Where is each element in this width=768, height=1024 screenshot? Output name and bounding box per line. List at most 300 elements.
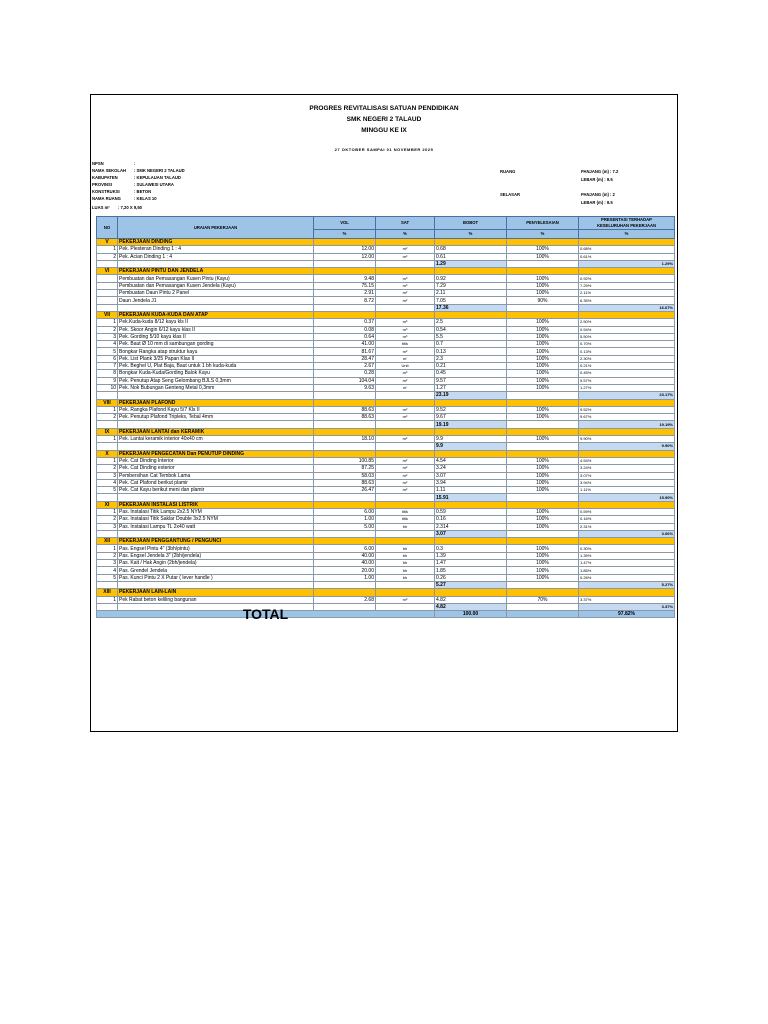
item-weight: 3.24 bbox=[435, 465, 507, 472]
item-volume: 6.00 bbox=[314, 508, 376, 515]
subtotal-empty bbox=[97, 581, 118, 588]
section-number: X bbox=[97, 450, 118, 457]
section-number: VI bbox=[97, 268, 118, 275]
item-overall-percent: 3.07% bbox=[579, 472, 675, 479]
progress-table bbox=[96, 216, 675, 623]
item-number: 1 bbox=[97, 508, 118, 515]
section-empty-cell bbox=[507, 428, 579, 435]
item-weight: 1.39 bbox=[435, 552, 507, 559]
subtotal-empty bbox=[314, 304, 376, 311]
item-overall-percent: 0.21% bbox=[579, 363, 675, 370]
item-weight: 0.21 bbox=[435, 363, 507, 370]
subtotal-row bbox=[97, 421, 675, 428]
item-unit: m² bbox=[376, 487, 435, 494]
item-volume: 8.72 bbox=[314, 297, 376, 304]
item-volume: 1.00 bbox=[314, 516, 376, 523]
subtotal-empty bbox=[376, 260, 435, 267]
subtotal-empty bbox=[507, 421, 579, 428]
item-number: 4 bbox=[97, 479, 118, 486]
item-completion: 100% bbox=[507, 436, 579, 443]
subtotal-empty bbox=[314, 603, 376, 610]
item-volume: 28.47 bbox=[314, 355, 376, 362]
item-overall-percent: 0.45% bbox=[579, 370, 675, 377]
item-name: Pek. Cat Dinding Interior bbox=[118, 457, 314, 464]
item-name: Pembersihan Cat Tembok Lama bbox=[118, 472, 314, 479]
item-number: 3 bbox=[97, 523, 118, 530]
item-completion: 100% bbox=[507, 253, 579, 260]
section-empty-cell bbox=[507, 268, 579, 275]
item-unit: bh bbox=[376, 567, 435, 574]
item-completion: 100% bbox=[507, 457, 579, 464]
item-volume: 20.00 bbox=[314, 567, 376, 574]
table-row bbox=[97, 370, 675, 377]
section-number: VII bbox=[97, 311, 118, 318]
section-empty-cell bbox=[507, 538, 579, 545]
section-title: PEKERJAAN LANTAI dan KERAMIK bbox=[118, 428, 314, 435]
item-number: 3 bbox=[97, 560, 118, 567]
subtotal-weight: 15.91 bbox=[435, 494, 507, 501]
section-empty-cell bbox=[579, 268, 675, 275]
item-weight: 0.13 bbox=[435, 348, 507, 355]
table-row bbox=[97, 326, 675, 333]
col-vol: VOL bbox=[314, 217, 376, 230]
subtotal-percent: 1.29% bbox=[579, 260, 675, 267]
item-completion: 100% bbox=[507, 363, 579, 370]
section-number: VIII bbox=[97, 399, 118, 406]
item-completion: 100% bbox=[507, 370, 579, 377]
table-row bbox=[97, 282, 675, 289]
subtotal-empty bbox=[376, 443, 435, 450]
subtotal-empty bbox=[376, 494, 435, 501]
item-number: 1 bbox=[97, 246, 118, 253]
item-volume: 0.08 bbox=[314, 326, 376, 333]
table-row bbox=[97, 246, 675, 253]
item-weight: 1.11 bbox=[435, 487, 507, 494]
subtotal-percent: 16.67% bbox=[579, 304, 675, 311]
table-row bbox=[97, 457, 675, 464]
item-weight: 3.94 bbox=[435, 479, 507, 486]
subtotal-percent: 19.19% bbox=[579, 421, 675, 428]
date-range: 27 OKTOBER SAMPAI 01 NOVEMBER 2025 bbox=[334, 147, 434, 152]
item-number: 1 bbox=[97, 545, 118, 552]
subtotal-empty bbox=[376, 530, 435, 537]
item-unit: bh bbox=[376, 552, 435, 559]
item-weight: 0.7 bbox=[435, 341, 507, 348]
subtotal-percent: 5.27% bbox=[579, 581, 675, 588]
section-header-row bbox=[97, 311, 675, 318]
item-number: 6 bbox=[97, 355, 118, 362]
section-empty-cell bbox=[314, 239, 376, 246]
item-name: Pek. Gording 5/10 kayu klas II bbox=[118, 333, 314, 340]
item-unit: bh bbox=[376, 560, 435, 567]
school-title: SMK NEGERI 2 TALAUD bbox=[346, 116, 422, 123]
item-unit: titik bbox=[376, 508, 435, 515]
item-number: 2 bbox=[97, 253, 118, 260]
subtotal-empty bbox=[376, 421, 435, 428]
section-empty-cell bbox=[435, 450, 507, 457]
section-empty-cell bbox=[579, 450, 675, 457]
subtotal-row bbox=[97, 392, 675, 399]
table-row bbox=[97, 574, 675, 581]
item-name: Daun Jendela J1 bbox=[118, 297, 314, 304]
subtotal-row bbox=[97, 530, 675, 537]
item-completion: 100% bbox=[507, 479, 579, 486]
subtotal-percent: 3.37% bbox=[579, 603, 675, 610]
item-name: Pas. Instalasi Lampu TL 2x40 watt bbox=[118, 523, 314, 530]
item-unit: m² bbox=[376, 290, 435, 297]
subtotal-empty bbox=[507, 304, 579, 311]
table-row bbox=[97, 479, 675, 486]
section-empty-cell bbox=[376, 268, 435, 275]
total-empty bbox=[507, 611, 579, 618]
section-empty-cell bbox=[435, 399, 507, 406]
item-unit: m² bbox=[376, 436, 435, 443]
subtotal-empty bbox=[507, 530, 579, 537]
subtotal-empty bbox=[97, 494, 118, 501]
item-overall-percent: 1.27% bbox=[579, 384, 675, 391]
item-completion: 100% bbox=[507, 516, 579, 523]
subtotal-empty bbox=[97, 443, 118, 450]
section-empty-cell bbox=[579, 399, 675, 406]
subtotal-empty bbox=[314, 421, 376, 428]
table-row bbox=[97, 333, 675, 340]
subtotal-empty bbox=[118, 392, 314, 399]
item-unit: m' bbox=[376, 355, 435, 362]
item-name: Bongkar Rangka atap struktur kayu bbox=[118, 348, 314, 355]
item-completion: 100% bbox=[507, 319, 579, 326]
item-overall-percent: 4.54% bbox=[579, 457, 675, 464]
item-overall-percent: 2.11% bbox=[579, 290, 675, 297]
section-number: IX bbox=[97, 428, 118, 435]
item-unit: m² bbox=[376, 377, 435, 384]
item-name: Pek. Acian Dinding 1 : 4 bbox=[118, 253, 314, 260]
subtotal-percent: 15.90% bbox=[579, 494, 675, 501]
item-volume: 100.85 bbox=[314, 457, 376, 464]
item-name: Pas. Engsel Pintu 4" (3bh/pintu) bbox=[118, 545, 314, 552]
section-empty-cell bbox=[314, 589, 376, 596]
item-completion: 100% bbox=[507, 348, 579, 355]
table-row bbox=[97, 341, 675, 348]
info-ruang-label: RUANG bbox=[500, 169, 516, 174]
item-overall-percent: 0.16% bbox=[579, 516, 675, 523]
section-empty-cell bbox=[435, 311, 507, 318]
item-name: Pek. Skoor Angin 6/12 kayu klas II bbox=[118, 326, 314, 333]
item-unit: m² bbox=[376, 406, 435, 413]
item-unit: m² bbox=[376, 457, 435, 464]
item-volume: 41.00 bbox=[314, 341, 376, 348]
info-panjang-selasar: PANJANG (m) : 2 bbox=[581, 192, 615, 197]
item-overall-percent: 2.31% bbox=[579, 523, 675, 530]
subtotal-empty bbox=[376, 304, 435, 311]
item-name: Pek. Rangka Plafond Kayu 5/7 Kls II bbox=[118, 406, 314, 413]
subtotal-empty bbox=[118, 421, 314, 428]
item-unit: titik bbox=[376, 516, 435, 523]
total-row bbox=[97, 611, 675, 618]
section-empty-cell bbox=[507, 501, 579, 508]
subtotal-empty bbox=[507, 443, 579, 450]
item-overall-percent: 6.35% bbox=[579, 297, 675, 304]
item-volume: 2.68 bbox=[314, 596, 376, 603]
subtotal-empty bbox=[507, 260, 579, 267]
table-row bbox=[97, 363, 675, 370]
item-number: 2 bbox=[97, 326, 118, 333]
section-empty-cell bbox=[314, 538, 376, 545]
item-completion: 70% bbox=[507, 596, 579, 603]
item-volume: 88.63 bbox=[314, 479, 376, 486]
item-unit: bh bbox=[376, 545, 435, 552]
info-kabupaten: KABUPATEN : KEPULAUAN TALAUD bbox=[92, 175, 181, 180]
table-row bbox=[97, 275, 675, 282]
table-row bbox=[97, 414, 675, 421]
item-volume: 9.63 bbox=[314, 384, 376, 391]
item-volume: 18.10 bbox=[314, 436, 376, 443]
section-header-row bbox=[97, 450, 675, 457]
item-completion: 100% bbox=[507, 290, 579, 297]
subtotal-empty bbox=[376, 581, 435, 588]
item-weight: 5.5 bbox=[435, 333, 507, 340]
item-completion: 100% bbox=[507, 282, 579, 289]
section-empty-cell bbox=[314, 501, 376, 508]
section-number: XIII bbox=[97, 589, 118, 596]
report-title: PROGRES REVITALISASI SATUAN PENDIDIKAN bbox=[309, 105, 459, 112]
item-volume: 87.25 bbox=[314, 465, 376, 472]
item-number: 1 bbox=[97, 596, 118, 603]
item-name: Pek. Baut Ø 10 mm di sambungan gording bbox=[118, 341, 314, 348]
table-row bbox=[97, 377, 675, 384]
section-empty-cell bbox=[507, 311, 579, 318]
item-number bbox=[97, 290, 118, 297]
info-npsn: NPSN : bbox=[92, 161, 136, 166]
item-volume: 40.00 bbox=[314, 552, 376, 559]
subtotal-empty bbox=[118, 443, 314, 450]
info-provinsi: PROVINSI : SULAWESI UTARA bbox=[92, 182, 174, 187]
subtotal-empty bbox=[97, 603, 118, 610]
section-empty-cell bbox=[376, 399, 435, 406]
item-unit: m³ bbox=[376, 282, 435, 289]
section-title: PEKERJAAN PENGGANTUNG / PENGUNCI bbox=[118, 538, 314, 545]
subtotal-empty bbox=[314, 530, 376, 537]
table-row bbox=[97, 560, 675, 567]
item-overall-percent: 1.85% bbox=[579, 567, 675, 574]
item-overall-percent: 0.54% bbox=[579, 326, 675, 333]
col-sat: SAT bbox=[376, 217, 435, 230]
subtotal-row bbox=[97, 581, 675, 588]
item-number: 10 bbox=[97, 384, 118, 391]
section-empty-cell bbox=[507, 589, 579, 596]
table-header-row bbox=[97, 217, 675, 230]
unit-bobot: % bbox=[435, 230, 507, 239]
info-lebar-ruang: LEBAR (m) : 9.5 bbox=[581, 177, 613, 182]
item-weight: 0.3 bbox=[435, 545, 507, 552]
item-volume: 0.37 bbox=[314, 319, 376, 326]
info-panjang-ruang: PANJANG (m) : 7.2 bbox=[581, 169, 619, 174]
item-overall-percent: 9.90% bbox=[579, 436, 675, 443]
section-empty-cell bbox=[376, 538, 435, 545]
subtotal-percent: 9.90% bbox=[579, 443, 675, 450]
subtotal-empty bbox=[97, 392, 118, 399]
item-number: 1 bbox=[97, 319, 118, 326]
subtotal-empty bbox=[314, 581, 376, 588]
table-row bbox=[97, 290, 675, 297]
subtotal-empty bbox=[118, 304, 314, 311]
item-weight: 4.54 bbox=[435, 457, 507, 464]
item-volume: 12.00 bbox=[314, 253, 376, 260]
item-number: 2 bbox=[97, 552, 118, 559]
item-overall-percent: 3.37% bbox=[579, 596, 675, 603]
item-weight: 0.26 bbox=[435, 574, 507, 581]
item-unit: m³ bbox=[376, 333, 435, 340]
item-overall-percent: 0.70% bbox=[579, 341, 675, 348]
item-completion: 100% bbox=[507, 384, 579, 391]
section-title: PEKERJAAN LAIN-LAIN bbox=[118, 589, 314, 596]
item-unit: m² bbox=[376, 472, 435, 479]
col-uraian: URAIAN PEKERJAAN bbox=[118, 217, 314, 239]
table-row bbox=[97, 508, 675, 515]
info-konstruksi: KONSTRUKSI : BETON bbox=[92, 189, 152, 194]
info-luas: LUAS m² : 7,20 X 9,50 bbox=[92, 205, 142, 210]
item-unit: m³ bbox=[376, 596, 435, 603]
item-completion: 100% bbox=[507, 326, 579, 333]
item-number: 5 bbox=[97, 348, 118, 355]
subtotal-empty bbox=[314, 260, 376, 267]
item-name: Pas. Instalasi Titik Saklar Double 3x2.5 NYM bbox=[118, 516, 314, 523]
item-name: Pas. Instalasi Titik Lampu 2x2.5 NYM bbox=[118, 508, 314, 515]
section-empty-cell bbox=[376, 239, 435, 246]
section-header-row bbox=[97, 268, 675, 275]
item-unit: m³ bbox=[376, 275, 435, 282]
subtotal-weight: 3.07 bbox=[435, 530, 507, 537]
item-weight: 0.16 bbox=[435, 516, 507, 523]
section-number: XI bbox=[97, 501, 118, 508]
item-volume: 0.28 bbox=[314, 370, 376, 377]
section-empty-cell bbox=[314, 268, 376, 275]
item-overall-percent: 2.30% bbox=[579, 355, 675, 362]
item-unit: m² bbox=[376, 465, 435, 472]
item-overall-percent: 9.52% bbox=[579, 406, 675, 413]
item-volume: 2.67 bbox=[314, 363, 376, 370]
item-unit: m' bbox=[376, 384, 435, 391]
item-unit: m³ bbox=[376, 319, 435, 326]
table-row bbox=[97, 567, 675, 574]
item-overall-percent: 0.30% bbox=[579, 545, 675, 552]
section-number: V bbox=[97, 239, 118, 246]
item-completion: 100% bbox=[507, 406, 579, 413]
subtotal-weight: 9.9 bbox=[435, 443, 507, 450]
subtotal-empty bbox=[118, 581, 314, 588]
item-completion: 100% bbox=[507, 523, 579, 530]
item-number: 1 bbox=[97, 436, 118, 443]
item-name: Pek. Penutup Plafond Tripleks, Tebal 4mm bbox=[118, 414, 314, 421]
item-name: Pek. Plesteran Dinding 1 : 4 bbox=[118, 246, 314, 253]
item-number bbox=[97, 275, 118, 282]
item-volume: 40.00 bbox=[314, 560, 376, 567]
section-header-row bbox=[97, 538, 675, 545]
section-title: PEKERJAAN KUDA-KUDA DAN ATAP bbox=[118, 311, 314, 318]
section-header-row bbox=[97, 428, 675, 435]
item-unit: m² bbox=[376, 348, 435, 355]
section-empty-cell bbox=[507, 450, 579, 457]
item-unit: m² bbox=[376, 414, 435, 421]
item-name: Pembuatan dan Pemasangan Kusen Jendela (Kayu) bbox=[118, 282, 314, 289]
subtotal-row bbox=[97, 603, 675, 610]
section-empty-cell bbox=[507, 399, 579, 406]
section-empty-cell bbox=[435, 589, 507, 596]
total-label: TOTAL bbox=[97, 611, 435, 618]
item-number: 7 bbox=[97, 363, 118, 370]
total-weight: 100.00 bbox=[435, 611, 507, 618]
item-overall-percent: 3.24% bbox=[579, 465, 675, 472]
table-row bbox=[97, 384, 675, 391]
item-number: 5 bbox=[97, 574, 118, 581]
item-number: 2 bbox=[97, 516, 118, 523]
item-number: 1 bbox=[97, 406, 118, 413]
item-weight: 0.68 bbox=[435, 246, 507, 253]
item-overall-percent: 1.47% bbox=[579, 560, 675, 567]
item-overall-percent: 1.39% bbox=[579, 552, 675, 559]
item-name: Pek. Cat Kayu berikut meni dan plamir bbox=[118, 487, 314, 494]
item-volume: 5.00 bbox=[314, 523, 376, 530]
item-unit: titik bbox=[376, 341, 435, 348]
item-weight: 0.45 bbox=[435, 370, 507, 377]
subtotal-weight: 17.36 bbox=[435, 304, 507, 311]
item-volume: 104.04 bbox=[314, 377, 376, 384]
table-row bbox=[97, 253, 675, 260]
subtotal-empty bbox=[118, 260, 314, 267]
item-overall-percent: 3.94% bbox=[579, 479, 675, 486]
section-empty-cell bbox=[376, 450, 435, 457]
item-volume: 88.63 bbox=[314, 406, 376, 413]
item-volume: 81.67 bbox=[314, 348, 376, 355]
table-row bbox=[97, 348, 675, 355]
item-name: Pek. Penutup Atap Seng Gelombang BJLS 0,3mm bbox=[118, 377, 314, 384]
section-empty-cell bbox=[376, 501, 435, 508]
subtotal-empty bbox=[97, 260, 118, 267]
item-number: 8 bbox=[97, 370, 118, 377]
item-weight: 3.07 bbox=[435, 472, 507, 479]
section-empty-cell bbox=[376, 589, 435, 596]
section-empty-cell bbox=[579, 501, 675, 508]
item-weight: 2.5 bbox=[435, 319, 507, 326]
section-empty-cell bbox=[376, 428, 435, 435]
subtotal-row bbox=[97, 260, 675, 267]
col-bobot: BOBOT bbox=[435, 217, 507, 230]
item-completion: 100% bbox=[507, 567, 579, 574]
section-empty-cell bbox=[507, 239, 579, 246]
unit-presentasi: % bbox=[579, 230, 675, 239]
item-volume: 1.00 bbox=[314, 574, 376, 581]
item-volume: 58.03 bbox=[314, 472, 376, 479]
subtotal-weight: 1.29 bbox=[435, 260, 507, 267]
item-volume: 2.91 bbox=[314, 290, 376, 297]
subtotal-weight: 23.19 bbox=[435, 392, 507, 399]
item-name: Pek. Beghel U, Plat Baja, Baut untuk 1 bh kuda-kuda bbox=[118, 363, 314, 370]
item-overall-percent: 0.13% bbox=[579, 348, 675, 355]
item-name: Pek. Cat Plafond berikut plamir bbox=[118, 479, 314, 486]
item-overall-percent: 0.68% bbox=[579, 246, 675, 253]
col-presentasi: PRESENTASI TERHADAP KESELURUHAN PEKERJAAN bbox=[579, 217, 675, 230]
info-lebar-selasar: LEBAR (m) : 9.5 bbox=[581, 200, 613, 205]
item-overall-percent: 0.92% bbox=[579, 275, 675, 282]
subtotal-empty bbox=[118, 494, 314, 501]
item-weight: 7.05 bbox=[435, 297, 507, 304]
unit-penyelesaian: % bbox=[507, 230, 579, 239]
section-number: XII bbox=[97, 538, 118, 545]
table-row bbox=[97, 297, 675, 304]
item-completion: 100% bbox=[507, 487, 579, 494]
week-title: MINGGU KE IX bbox=[361, 127, 407, 134]
col-no: NO bbox=[97, 217, 118, 239]
section-empty-cell bbox=[579, 311, 675, 318]
